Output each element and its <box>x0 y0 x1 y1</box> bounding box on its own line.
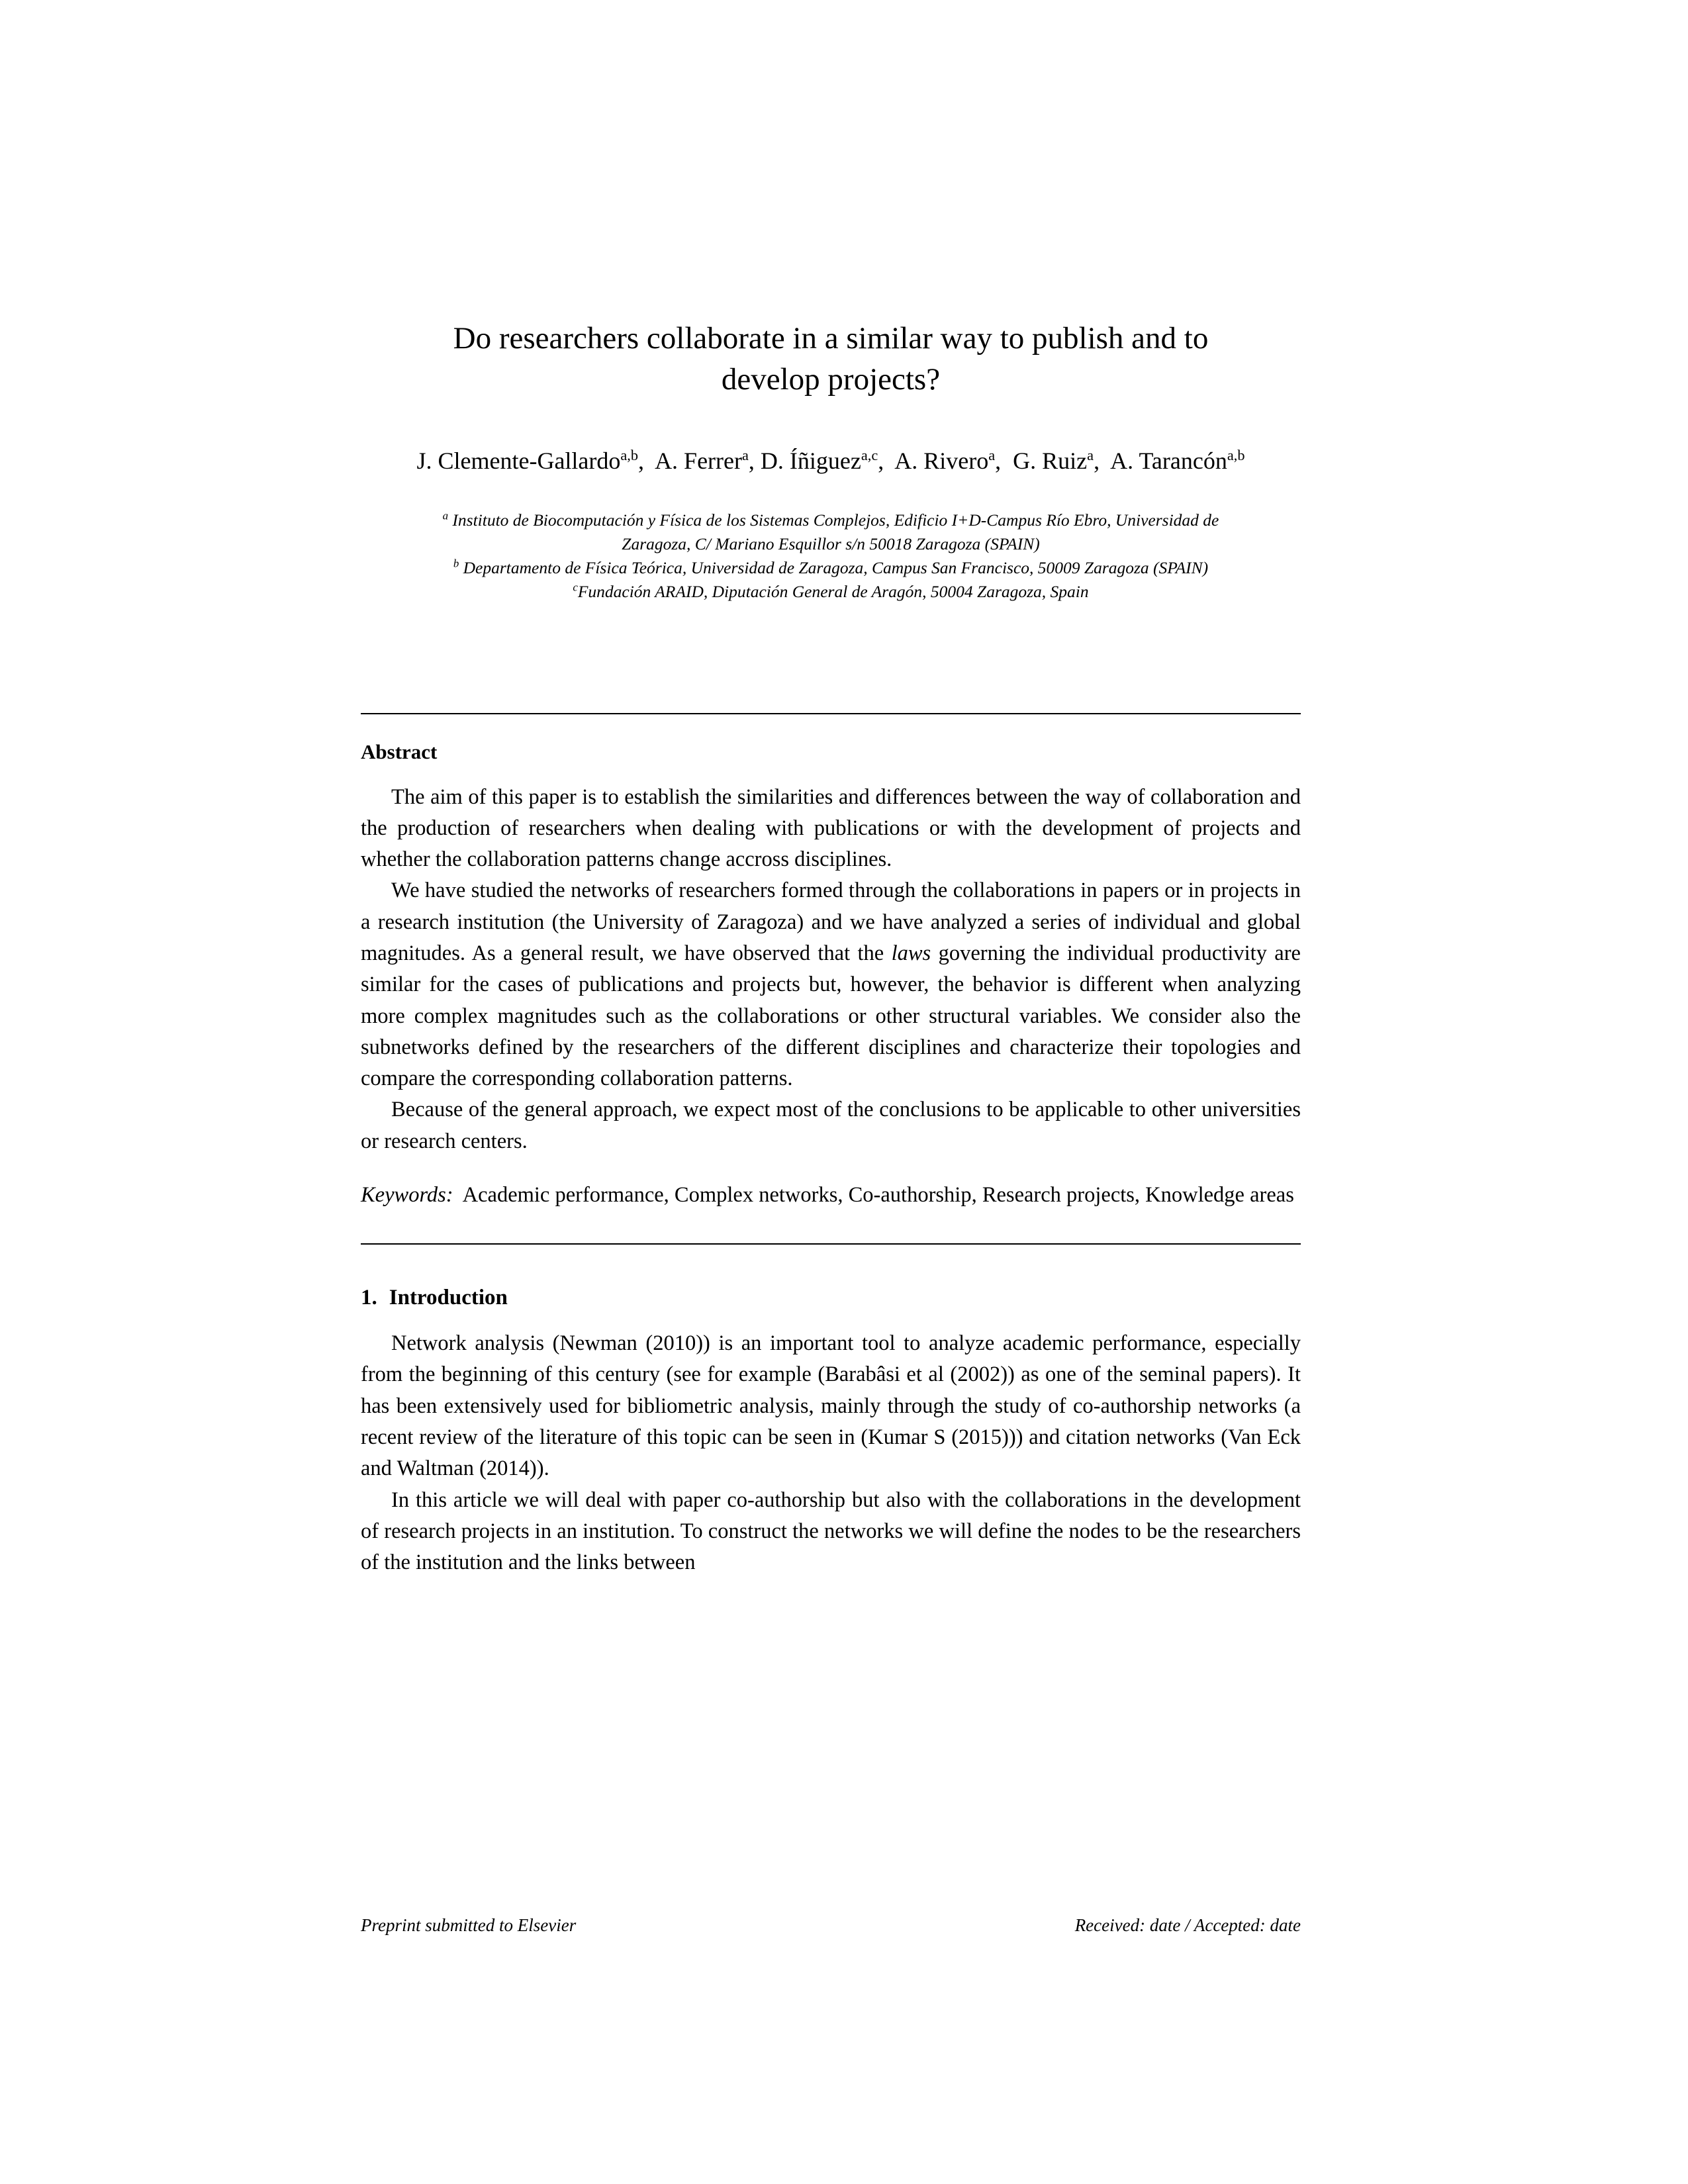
abstract-paragraph <box>361 875 1301 1094</box>
abstract-bottom-rule <box>361 1243 1301 1245</box>
introduction-heading <box>361 1286 1301 1310</box>
introduction-paragraph: In this article we will deal with paper co-authorship but also with the collaborations in the development of research projects in an institution. To construct the networks we will define the nodes to be the researchers of the institution and the links between <box>361 1488 1301 1575</box>
author-name: A. Tarancón <box>1110 448 1227 475</box>
author-separator: , <box>748 448 761 475</box>
affiliation-text: Departamento de Física Teórica, Universidad de Zaragoza, Campus San Francisco, 50009 Zaragoza (SPAIN) <box>463 558 1209 578</box>
section-number: 1. <box>361 1286 377 1310</box>
author-separator: , <box>1094 448 1111 475</box>
introduction-section <box>361 1286 1301 1578</box>
author-affiliation-marks: a <box>742 447 749 464</box>
affiliation-text: Fundación ARAID, Diputación General de Aragón, 50004 Zaragoza, Spain <box>577 582 1089 602</box>
author-entry <box>761 448 878 474</box>
affiliation-item <box>414 508 1248 556</box>
abstract-heading: Abstract <box>361 739 438 763</box>
abstract-p2-lead: We have studied the networks of researchers formed through the collaborations in papers or in projects in a research institution (the University of Zaragoza) and we have analyzed a series of individual and global magnitudes. As a general result, we have observed that the <box>361 878 1301 965</box>
author-entry <box>894 448 995 474</box>
author-affiliation-marks: a,c <box>861 447 878 464</box>
author-name: D. Íñiguez <box>760 448 861 475</box>
author-name: G. Ruiz <box>1013 448 1088 475</box>
affiliation-text: Instituto de Biocomputación y Física de los Sistemas Complejos, Edificio I+D-Campus Río Ebro, Universidad de Zaragoza, C/ Mariano Esquillor s/n 50018 Zaragoza (SPAIN) <box>452 510 1219 553</box>
affiliation-marker: b <box>453 557 459 570</box>
author-separator: , <box>638 448 655 475</box>
section-title: Introduction <box>389 1286 508 1310</box>
author-name: A. Ferrer <box>655 448 743 475</box>
author-affiliation-marks: a <box>1087 447 1094 464</box>
abstract-top-rule <box>361 713 1301 714</box>
author-affiliation-marks: a,b <box>1227 447 1245 464</box>
page-title: Do researchers collaborate in a similar way to publish and to develop projects? <box>453 321 1209 397</box>
author-separator: , <box>995 448 1013 475</box>
author-affiliation-marks: a,b <box>620 447 639 464</box>
abstract-paragraph: The aim of this paper is to establish the similarities and differences between the way of collaboration and the production of researchers when dealing with publications or with the development of projects and whether the collaboration patterns change accross disciplines. <box>361 784 1301 872</box>
introduction-paragraph: Network analysis (Newman (2010)) is an important tool to analyze academic performance, especially from the beginning of this century (see for example (Barabâsi et al (2002)) as one of the seminal papers). It has been extensively used for bibliometric analysis, mainly through the study of co-authorship networks (a recent review of the literature of this topic can be seen in (Kumar S (2015))) and citation networks (Van Eck and Waltman (2014)). <box>361 1331 1301 1481</box>
keywords-list: Academic performance, Complex networks, Co-authorship, Research projects, Knowledge areas <box>462 1182 1294 1207</box>
author-entry <box>655 448 749 474</box>
author-list <box>361 445 1301 478</box>
footer-right-text: Received: date / Accepted: date <box>1074 1915 1301 1935</box>
author-entry <box>1110 448 1244 474</box>
affiliation-marker: c <box>573 581 578 594</box>
abstract-p2-rest: governing the individual productivity are similar for the cases of publications and projects but, however, the behavior is different when analyzing more complex magnitudes such as the collaborations or other structural variables. We consider also the subnetworks defined by the researchers of the different disciplines and characterize their topologies and compare the corresponding collaboration patterns. <box>361 941 1301 1091</box>
affiliation-list <box>361 508 1301 604</box>
author-separator: , <box>878 448 895 475</box>
author-entry <box>1013 448 1094 474</box>
author-name: J. Clemente-Gallardo <box>416 448 621 475</box>
author-affiliation-marks: a <box>988 447 996 464</box>
affiliation-item <box>414 556 1248 580</box>
author-entry <box>417 448 639 474</box>
footer-left-text: Preprint submitted to Elsevier <box>361 1915 577 1935</box>
affiliation-item <box>414 580 1248 604</box>
keywords-block <box>361 1180 1301 1211</box>
keywords-label: Keywords: <box>361 1182 453 1207</box>
page-footer <box>361 1915 1301 1936</box>
abstract-paragraph: Because of the general approach, we expect most of the conclusions to be applicable to other universities or research centers. <box>361 1098 1301 1153</box>
page-content <box>361 0 1301 1578</box>
author-name: A. Rivero <box>894 448 989 475</box>
affiliation-marker: a <box>442 509 449 522</box>
abstract-emphasis-laws: laws <box>891 941 931 965</box>
